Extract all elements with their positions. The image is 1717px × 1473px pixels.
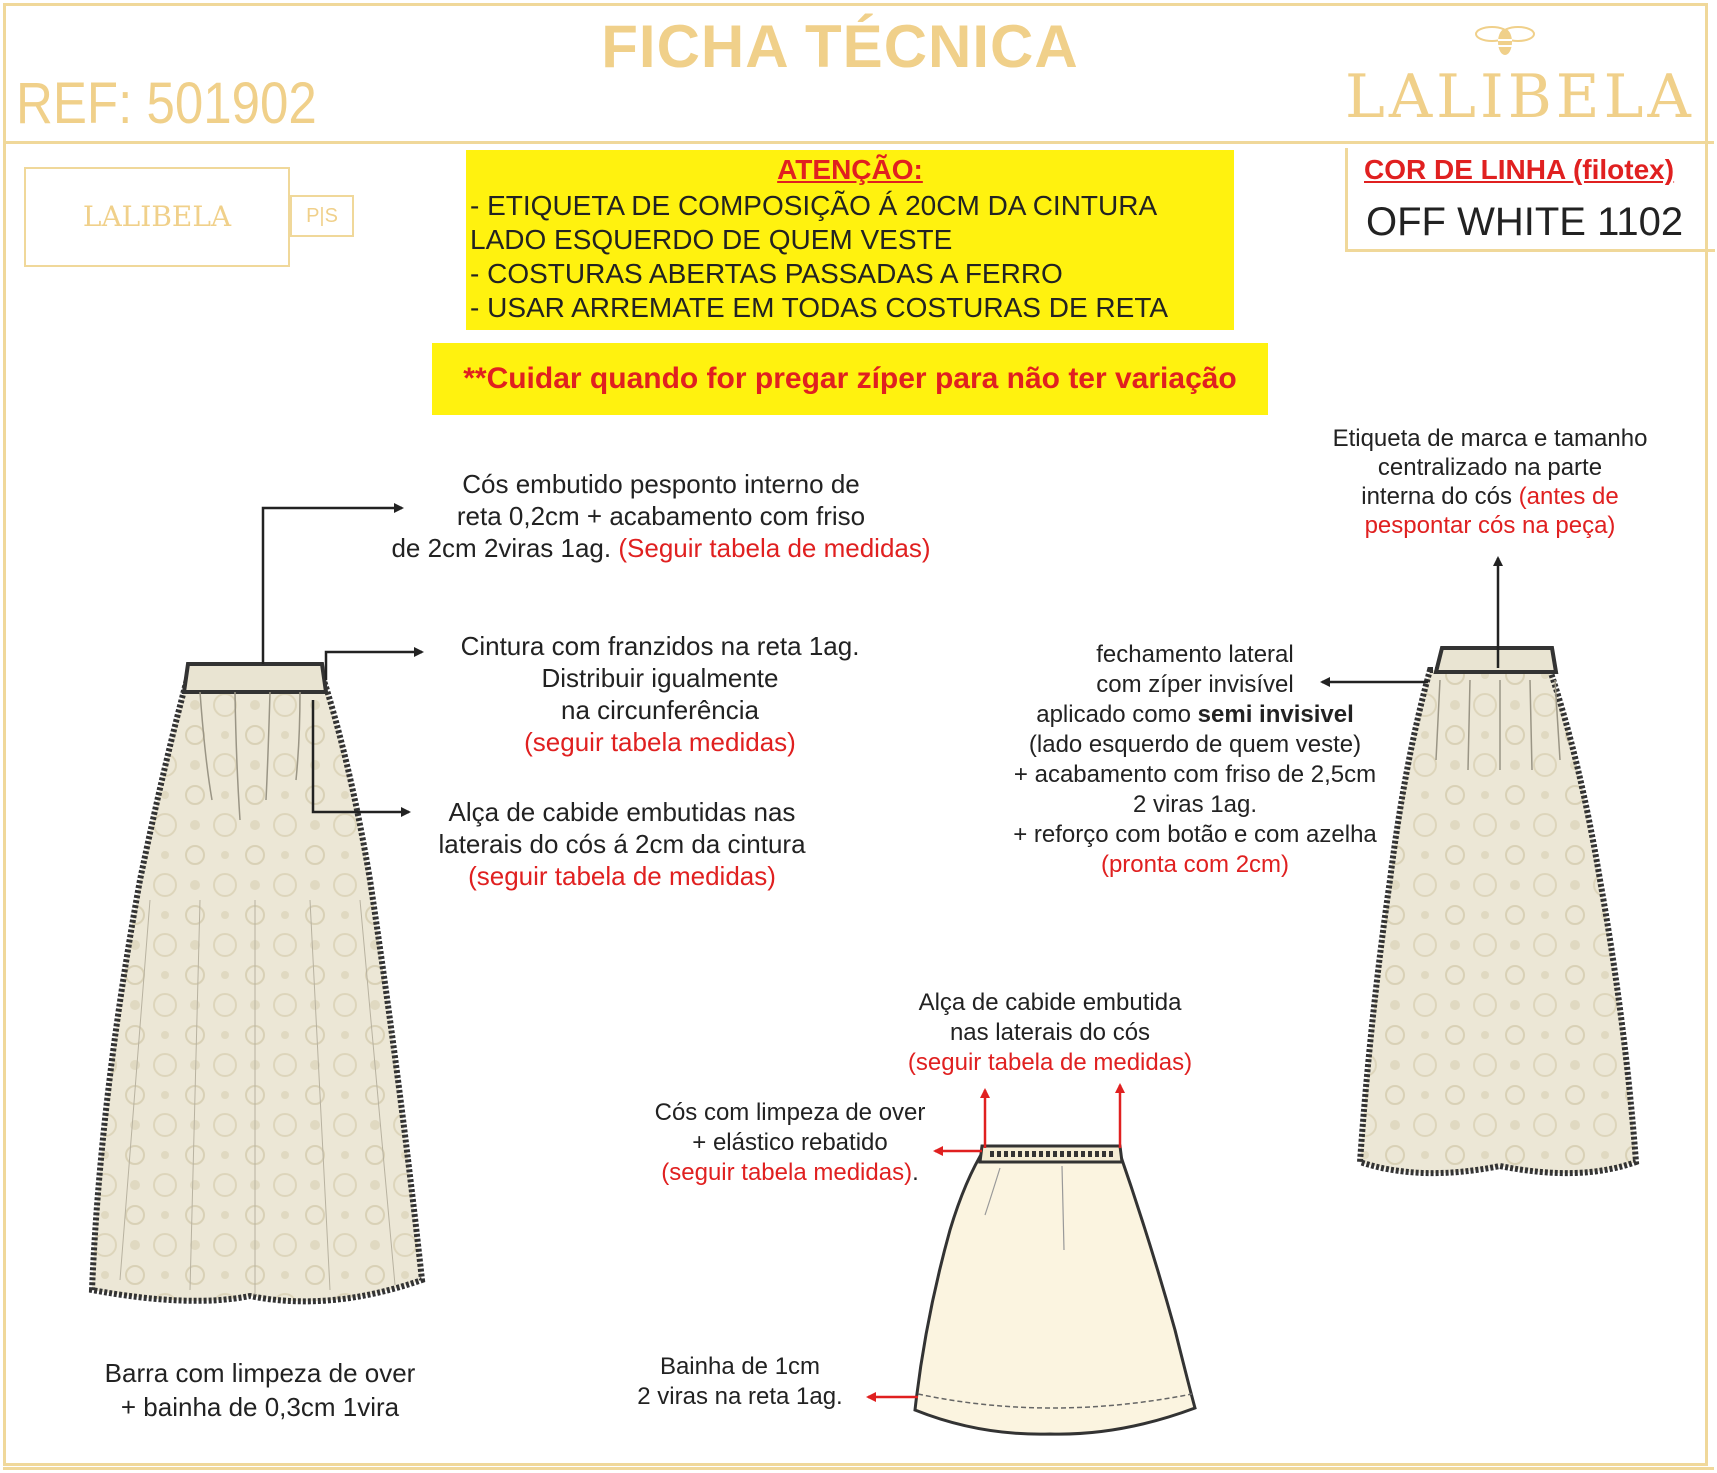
hanger-note: Alça de cabide embutidas nas laterais do cós á 2cm da cintura (seguir tabela de medidas) (438, 797, 806, 891)
attention-line: - ETIQUETA DE COMPOSIÇÃO Á 20CM DA CINTURA (470, 190, 1158, 221)
attention-heading: ATENÇÃO: (777, 154, 923, 185)
attention-line: LADO ESQUERDO DE QUEM VESTE (470, 224, 953, 255)
brand-logo-text: LALIBELA (1345, 62, 1695, 132)
arrow-waist (326, 652, 422, 680)
reference-code: REF: 501902 (16, 71, 317, 136)
brand-label-note: Etiqueta de marca e tamanho centralizado na parte interna do cós (antes de pespontar cós na peça) (1332, 425, 1648, 539)
closure-note: fechamento lateral com zíper invisível aplicado como semi invisivel (lado esquerdo de quem veste) + acabamento com friso de 2,5cm 2 viras 1ag. + reforço com botão e com azelha (pronta com 2cm) (1013, 641, 1377, 878)
lining-skirt-drawing (915, 1146, 1195, 1434)
lining-waist-note: Cós com limpeza de over + elástico rebatido (seguir tabela medidas). (654, 1099, 926, 1186)
lining-hem-note: Bainha de 1cm 2 viras na reta 1ag. (637, 1353, 843, 1410)
attention-line: - COSTURAS ABERTAS PASSADAS A FERRO (470, 258, 1063, 289)
waistband-note: Cós embutido pesponto interno de reta 0,2cm + acabamento com friso de 2cm 2viras 1ag. (Seguir tabela de medidas) (391, 469, 931, 563)
hem-note: Barra com limpeza de over + bainha de 0,3cm 1vira (104, 1358, 416, 1422)
thread-color-heading: COR DE LINHA (filotex) (1364, 154, 1675, 185)
waist-note: Cintura com franzidos na reta 1ag. Distribuir igualmente na circunferência (seguir tabela medidas) (460, 631, 860, 757)
page-title: FICHA TÉCNICA (601, 13, 1079, 80)
zipper-warning: **Cuidar quando for pregar zíper para não ter variação (432, 343, 1268, 415)
attention-line: - USAR ARREMATE EM TODAS COSTURAS DE RETA (470, 292, 1169, 323)
brand-label-box: LALIBELA (24, 167, 290, 267)
lining-hanger-note: Alça de cabide embutida nas laterais do cós (seguir tabela de medidas) (907, 989, 1193, 1076)
skirt-front-drawing (92, 664, 422, 1301)
thread-color-value: OFF WHITE 1102 (1366, 200, 1684, 244)
size-tag: P|S (290, 195, 354, 237)
